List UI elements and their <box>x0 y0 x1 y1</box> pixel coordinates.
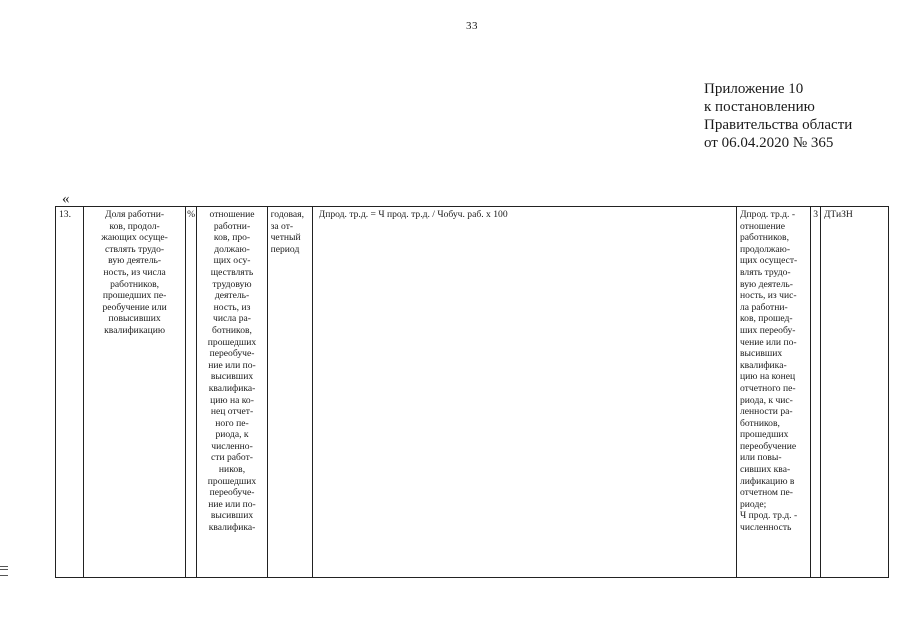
table-row <box>56 207 889 578</box>
indicator-name-line: реобучение или <box>102 301 167 313</box>
margin-mark <box>0 569 8 570</box>
definition-line: ного пе- <box>215 417 249 429</box>
variables-line: ших переобу- <box>740 324 796 336</box>
variables-line: квалифика- <box>740 359 787 371</box>
indicator-name-line: вую деятель- <box>108 255 162 267</box>
definition-line: высивших <box>210 510 254 522</box>
definition-line: должаю- <box>214 243 250 255</box>
variables-line: отношение <box>740 220 785 232</box>
indicator-name-line: работников, <box>110 278 160 290</box>
indicator-name-line: ность, из числа <box>103 266 166 278</box>
cell-responsible <box>820 207 888 578</box>
variables-line: ленности ра- <box>740 406 793 418</box>
cell-variables <box>737 207 811 578</box>
page-number: 33 <box>466 20 478 32</box>
unit: % <box>187 209 196 220</box>
variables-line: прошедших <box>740 429 789 441</box>
variables-line: Дпрод. тр.д. - <box>740 209 796 220</box>
definition-line: переобуче- <box>209 348 255 360</box>
variables-line: переобучение <box>740 440 797 452</box>
definition-line: деятель- <box>214 290 250 302</box>
definition-line: ботников, <box>212 324 252 336</box>
definition-line: ние или по- <box>208 359 256 371</box>
definition-line: переобуче- <box>209 487 255 499</box>
definition-line: риода, к <box>215 429 249 441</box>
row-number: 13. <box>59 209 71 220</box>
appendix-line: Приложение 10 <box>704 81 804 97</box>
appendix-line: к постановлению <box>704 99 815 115</box>
definition-line: нец отчет- <box>210 406 254 418</box>
variables-line: численность <box>740 522 792 534</box>
indicator-name-line: Доля работни- <box>105 209 165 220</box>
cell-period <box>267 207 312 578</box>
definition-line: щих осу- <box>213 255 251 267</box>
variables-line: или повы- <box>740 452 782 464</box>
variables-line: продолжаю- <box>740 243 791 255</box>
indicator-name-line: ков, продол- <box>109 220 160 232</box>
formula: Дпрод. тр.д. = Ч прод. тр.д. / Чобуч. раб. х 100 <box>318 209 508 220</box>
variables-line: риоде; <box>740 498 767 510</box>
period-line: период <box>270 243 300 255</box>
definition-line: сти работ- <box>211 452 253 464</box>
variables-line: высивших <box>740 348 783 360</box>
variables-line: вую деятель- <box>740 278 793 290</box>
cell-indicator-name <box>84 207 186 578</box>
definition-line: численно- <box>211 440 253 452</box>
variables-line: лификацию в <box>740 475 795 487</box>
variables-line: чение или по- <box>740 336 797 348</box>
definition-line: прошедших <box>207 475 257 487</box>
indicator-name-line: повысивших <box>108 313 161 325</box>
variables-line: цию на конец <box>740 371 796 383</box>
period-line: годовая, <box>270 209 304 220</box>
variables-line: ков, прошед- <box>740 313 793 325</box>
margin-mark <box>0 575 8 576</box>
cell-unit <box>185 207 197 578</box>
variables-line: ла работни- <box>740 301 788 313</box>
variables-line: влять трудо- <box>740 266 791 278</box>
variables-line: Ч прод. тр.д. - <box>740 510 798 522</box>
definition-line: ществлять <box>210 266 254 278</box>
period-line: за от- <box>270 220 294 232</box>
variables-line: сивших ква- <box>740 464 791 476</box>
definition-line: отношение <box>209 209 255 220</box>
period-line: четный <box>270 232 301 244</box>
variables-line: ность, из чис- <box>740 290 797 302</box>
definition-line: квалифика- <box>208 382 256 394</box>
definition-line: прошедших <box>207 336 257 348</box>
cell-definition <box>197 207 267 578</box>
variables-line: ботников, <box>740 417 780 429</box>
indicator-name-line: ствлять трудо- <box>105 243 165 255</box>
definition-line: ников, <box>218 464 246 476</box>
definition-line: высивших <box>210 371 254 383</box>
appendix-line: Правительства области <box>704 117 853 133</box>
definition-line: квалифика- <box>208 522 256 534</box>
responsible: ДТиЗН <box>823 209 853 220</box>
definition-line: ние или по- <box>208 498 256 510</box>
cell-source <box>811 207 820 578</box>
cell-row-number <box>56 207 84 578</box>
variables-line: щих осущест- <box>740 255 798 267</box>
appendix-line: от 06.04.2020 № 365 <box>704 135 834 151</box>
margin-mark <box>0 566 8 567</box>
appendix-header <box>704 80 852 152</box>
variables-line: отчетного пе- <box>740 382 796 394</box>
indicator-name-line: квалификацию <box>104 324 166 336</box>
variables-line: риода, к чис- <box>740 394 793 406</box>
definition-line: работни- <box>213 220 251 232</box>
opening-quote: « <box>62 191 70 207</box>
indicator-name-line: прошедших пе- <box>102 290 167 302</box>
variables-line: отчетном пе- <box>740 487 793 499</box>
cell-formula <box>312 207 736 578</box>
source: 3 <box>813 209 818 220</box>
definition-line: числа ра- <box>213 313 251 325</box>
definition-line: ков, про- <box>213 232 251 244</box>
definition-line: ность, из <box>213 301 251 313</box>
indicator-table <box>55 206 889 578</box>
variables-line: работников, <box>740 232 789 244</box>
indicator-name-line: жающих осуще- <box>101 232 168 244</box>
definition-line: трудовую <box>212 278 252 290</box>
definition-line: цию на ко- <box>210 394 254 406</box>
